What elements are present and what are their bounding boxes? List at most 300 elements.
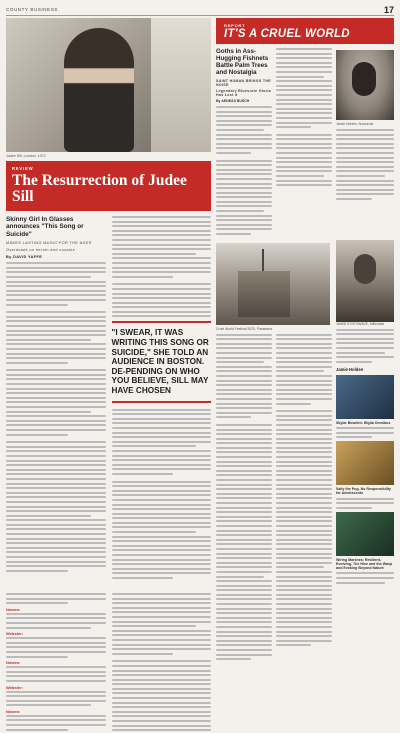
text-line <box>112 644 212 646</box>
text-line <box>6 392 106 394</box>
text-line <box>112 441 212 443</box>
text-line <box>276 511 332 513</box>
text-line <box>336 157 394 159</box>
text-line <box>216 416 251 418</box>
text-line <box>112 653 174 655</box>
text-line <box>6 538 106 540</box>
text-line <box>276 180 332 182</box>
text-line <box>276 433 332 435</box>
text-line <box>6 420 106 422</box>
side-columns <box>216 48 394 238</box>
side-column-2 <box>276 48 332 238</box>
text-line <box>276 461 332 463</box>
text-line <box>276 398 332 400</box>
text-line <box>112 526 212 528</box>
text-line <box>276 585 332 587</box>
text-line <box>6 411 91 413</box>
text-line <box>6 700 106 702</box>
text-line <box>216 548 272 550</box>
text-line <box>336 507 372 509</box>
text-line <box>216 447 272 449</box>
text-line <box>276 557 332 559</box>
text-line <box>6 671 106 673</box>
text-line <box>276 134 332 136</box>
text-line <box>6 617 106 619</box>
text-line <box>112 413 212 415</box>
text-line <box>216 585 272 587</box>
text-line <box>336 356 394 358</box>
text-line <box>6 478 106 480</box>
text-line <box>216 384 272 386</box>
text-line <box>216 201 272 203</box>
text-line <box>6 320 106 322</box>
text-line <box>216 589 272 591</box>
text-line <box>336 577 394 579</box>
text-line <box>216 525 272 527</box>
text-line <box>6 353 106 355</box>
text-line <box>216 649 272 651</box>
text-line <box>112 508 212 510</box>
text-line <box>276 62 332 64</box>
text-line <box>6 294 106 296</box>
text-line <box>112 568 212 570</box>
text-line <box>216 488 272 490</box>
text-line <box>6 325 106 327</box>
text-line <box>336 189 394 191</box>
text-line <box>112 522 212 524</box>
text-line <box>216 608 272 610</box>
text-line <box>216 543 272 545</box>
text-line <box>6 501 106 503</box>
text-line <box>6 267 106 269</box>
text-line <box>6 339 91 341</box>
text-line <box>276 562 332 564</box>
text-line <box>6 469 106 471</box>
text-line <box>6 401 106 403</box>
text-line <box>112 715 212 717</box>
text-line <box>336 342 394 344</box>
photo-subject <box>64 28 134 152</box>
text-line <box>216 370 272 372</box>
text-line <box>216 124 272 126</box>
text-line <box>276 580 332 582</box>
text-line <box>112 271 212 273</box>
side-photo-1 <box>336 50 394 120</box>
text-line <box>112 577 174 579</box>
text-line <box>6 348 106 350</box>
text-line <box>216 129 264 131</box>
text-line <box>336 184 394 186</box>
text-line <box>336 138 394 140</box>
text-line <box>276 474 332 476</box>
text-line <box>216 442 272 444</box>
text-line <box>6 455 106 457</box>
text-line <box>112 459 212 461</box>
text-line <box>112 504 212 506</box>
text-line <box>276 375 332 377</box>
text-line <box>216 644 272 646</box>
text-line <box>216 479 272 481</box>
text-line <box>276 429 332 431</box>
text-line <box>216 334 272 336</box>
text-line <box>336 498 394 500</box>
text-line <box>6 276 91 278</box>
text-line <box>112 692 212 694</box>
text-line <box>276 117 332 119</box>
text-line <box>112 545 212 547</box>
text-line <box>6 547 106 549</box>
side-subdeck-2: Legendary Bluesrote Gloria Has Lost It <box>216 89 271 97</box>
text-line <box>276 484 332 486</box>
text-line <box>112 450 212 452</box>
text-line <box>216 219 272 221</box>
text-line <box>6 330 106 332</box>
text-line <box>6 622 106 624</box>
text-line <box>6 675 106 677</box>
text-line <box>276 57 332 59</box>
text-line <box>112 485 212 487</box>
text-line <box>112 494 212 496</box>
text-line <box>216 553 272 555</box>
text-line <box>216 169 272 171</box>
text-line <box>276 631 332 633</box>
text-line <box>276 479 332 481</box>
text-line <box>216 511 272 513</box>
text-line <box>276 126 311 128</box>
text-line <box>216 143 272 145</box>
text-line <box>6 593 106 595</box>
text-line <box>336 502 394 504</box>
text-line <box>276 456 332 458</box>
side-lower-row <box>216 240 394 663</box>
text-line <box>6 424 106 426</box>
text-line <box>216 152 251 154</box>
text-line <box>112 616 212 618</box>
text-line <box>6 715 106 717</box>
text-line <box>276 465 332 467</box>
text-line <box>112 670 212 672</box>
text-line <box>216 603 272 605</box>
text-line <box>6 473 106 475</box>
text-line <box>6 429 106 431</box>
text-line <box>276 493 332 495</box>
text-line <box>6 388 106 390</box>
text-line <box>276 170 332 172</box>
text-line <box>216 183 272 185</box>
text-line <box>336 170 394 172</box>
text-line <box>216 461 272 463</box>
text-line <box>276 488 332 490</box>
text-line <box>336 333 394 335</box>
text-line <box>216 134 272 136</box>
side-photo-3-caption: JAIME SYNTHWAVE, Millennial <box>336 321 385 326</box>
text-line <box>216 658 251 660</box>
text-line <box>276 103 332 105</box>
text-line <box>216 160 272 162</box>
text-line <box>112 418 212 420</box>
text-line <box>112 711 212 713</box>
text-line <box>6 637 106 639</box>
text-line <box>6 651 106 653</box>
text-line <box>276 138 332 140</box>
text-line <box>276 520 332 522</box>
text-line <box>6 506 106 508</box>
text-line <box>276 497 332 499</box>
side-kicker: REPORT <box>224 22 246 28</box>
text-line <box>216 424 272 426</box>
text-line <box>112 297 212 299</box>
text-line <box>112 481 212 483</box>
text-line <box>112 598 212 600</box>
text-line <box>276 343 332 345</box>
text-line <box>216 205 272 207</box>
text-line <box>276 143 332 145</box>
text-line <box>216 187 272 189</box>
side-deck: Goths in Ass-Hugging Fishnets Battle Palm Trees and Nostalgia <box>216 48 269 76</box>
text-line <box>336 152 394 154</box>
text-line <box>6 406 106 408</box>
interview-column-2 <box>112 593 212 733</box>
text-line <box>112 473 174 475</box>
text-line <box>6 642 106 644</box>
text-line <box>276 108 332 110</box>
text-line <box>6 627 91 629</box>
text-line <box>336 572 394 574</box>
headline-block <box>6 161 211 211</box>
text-line <box>216 215 272 217</box>
text-line <box>336 436 372 438</box>
text-line <box>276 184 332 186</box>
text-line <box>276 410 332 412</box>
text-line <box>276 71 332 73</box>
text-line <box>112 422 212 424</box>
text-line <box>112 432 212 434</box>
text-line <box>112 611 212 613</box>
text-line <box>112 517 212 519</box>
text-line <box>6 343 106 345</box>
text-line <box>112 276 174 278</box>
text-line <box>112 253 197 255</box>
text-line <box>6 533 106 535</box>
text-line <box>112 607 212 609</box>
text-line <box>112 665 212 667</box>
text-line <box>6 362 68 364</box>
text-line <box>6 334 106 336</box>
text-line <box>276 470 332 472</box>
text-line <box>112 559 212 561</box>
text-line <box>216 398 272 400</box>
text-line <box>276 548 332 550</box>
text-line <box>112 311 212 313</box>
text-line <box>112 257 212 259</box>
text-line <box>6 719 106 721</box>
text-line <box>112 697 212 699</box>
book-cover <box>336 375 394 419</box>
text-line <box>216 621 272 623</box>
text-line <box>112 306 212 308</box>
text-line <box>216 115 272 117</box>
side-photo-3 <box>336 240 394 322</box>
text-line <box>6 542 106 544</box>
text-line <box>216 640 272 642</box>
text-line <box>216 338 272 340</box>
text-line <box>216 366 272 368</box>
text-line <box>276 553 332 555</box>
text-line <box>216 456 272 458</box>
text-line <box>276 361 332 363</box>
text-line <box>276 621 332 623</box>
text-line <box>6 285 106 287</box>
main-deck: Skinny Girl In Glasses announces "This Song or Suicide" <box>6 216 84 238</box>
text-line <box>276 48 332 50</box>
text-line <box>216 571 272 573</box>
text-line <box>216 626 272 628</box>
text-line <box>112 409 212 411</box>
text-line <box>112 554 212 556</box>
text-line <box>276 94 332 96</box>
side-column-3 <box>336 48 394 238</box>
text-line <box>276 389 332 391</box>
text-line <box>216 210 264 212</box>
text-line <box>276 507 332 509</box>
text-line <box>276 516 332 518</box>
main-article <box>6 18 211 729</box>
text-line <box>276 566 324 568</box>
text-line <box>216 192 272 194</box>
text-line <box>6 680 106 682</box>
text-line <box>276 543 332 545</box>
sidebar-title: Jamie Holden <box>336 366 364 372</box>
text-line <box>216 557 272 559</box>
text-line <box>112 648 212 650</box>
text-line <box>112 427 212 429</box>
text-line <box>336 347 394 349</box>
review-kicker: REVIEW <box>12 166 34 171</box>
text-line <box>216 147 272 149</box>
text-line <box>276 419 332 421</box>
text-line <box>216 433 272 435</box>
text-line <box>276 644 311 646</box>
text-line <box>6 483 106 485</box>
text-line <box>276 608 332 610</box>
text-line <box>336 193 394 195</box>
side-photo-2-caption: Cruel World Festival 2023, Pasadena <box>216 326 273 331</box>
text-line <box>216 470 272 472</box>
text-line <box>6 602 68 604</box>
side-lower-main <box>216 240 332 663</box>
side-headline: IT'S A CRUEL WORLD <box>224 27 350 40</box>
text-line <box>216 407 272 409</box>
text-line <box>6 374 106 376</box>
text-line <box>216 598 272 600</box>
text-line <box>276 357 332 359</box>
text-line <box>112 221 212 223</box>
text-line <box>276 571 332 573</box>
text-line <box>276 366 332 368</box>
text-line <box>6 262 106 264</box>
text-line <box>112 572 212 574</box>
book-caption: Skylar Bowden: Biglia Omnibus <box>336 420 391 425</box>
text-line <box>216 138 272 140</box>
text-line <box>276 447 332 449</box>
text-line <box>112 634 212 636</box>
text-line <box>336 166 394 168</box>
text-line <box>216 347 272 349</box>
text-line <box>216 412 272 414</box>
text-line <box>276 66 332 68</box>
text-line <box>112 216 212 218</box>
text-line <box>276 403 311 405</box>
text-line <box>216 178 272 180</box>
interview-speaker: Nowen: <box>6 660 21 666</box>
text-line <box>6 695 106 697</box>
text-line <box>216 173 272 175</box>
text-line <box>216 516 272 518</box>
text-line <box>336 175 385 177</box>
interview-speaker: Webster: <box>6 684 24 690</box>
text-line <box>6 487 106 489</box>
text-line <box>216 520 272 522</box>
text-line <box>112 262 212 264</box>
text-line <box>6 281 106 283</box>
text-line <box>112 234 212 236</box>
text-line <box>6 528 106 530</box>
text-line <box>112 674 212 676</box>
text-line <box>6 397 106 399</box>
text-line <box>216 438 272 440</box>
text-line <box>112 315 212 317</box>
interview-section <box>6 593 211 733</box>
text-line <box>6 492 106 494</box>
text-line <box>276 157 332 159</box>
section-name: COUNTY BUSINESS <box>6 7 58 12</box>
page-header <box>6 4 394 16</box>
text-line <box>112 288 212 290</box>
text-line <box>276 534 332 536</box>
text-line <box>112 683 212 685</box>
text-line <box>336 143 394 145</box>
text-line <box>216 343 272 345</box>
text-line <box>216 497 272 499</box>
text-line <box>216 389 272 391</box>
side-byline: By AENEAS BUSCH <box>216 99 250 103</box>
text-line <box>276 99 332 101</box>
text-line <box>276 76 324 78</box>
side-photo-2 <box>216 243 330 325</box>
text-line <box>276 640 332 642</box>
text-line <box>6 383 106 385</box>
book-sidebar <box>336 367 394 584</box>
text-line <box>276 175 324 177</box>
text-line <box>276 147 332 149</box>
text-line <box>6 561 106 563</box>
text-line <box>216 562 272 564</box>
text-line <box>112 602 212 604</box>
side-subdeck: SAINT HUMAN BRINGS THE NOISE <box>216 79 271 87</box>
text-line <box>112 436 212 438</box>
side-article <box>216 18 394 729</box>
text-line <box>6 415 106 417</box>
text-line <box>216 484 272 486</box>
text-line <box>276 424 332 426</box>
text-line <box>6 666 106 668</box>
text-line <box>216 617 272 619</box>
text-line <box>336 432 394 434</box>
text-line <box>112 660 212 662</box>
text-line <box>6 556 106 558</box>
text-line <box>6 357 106 359</box>
interview-speaker: Nowen: <box>6 606 21 612</box>
